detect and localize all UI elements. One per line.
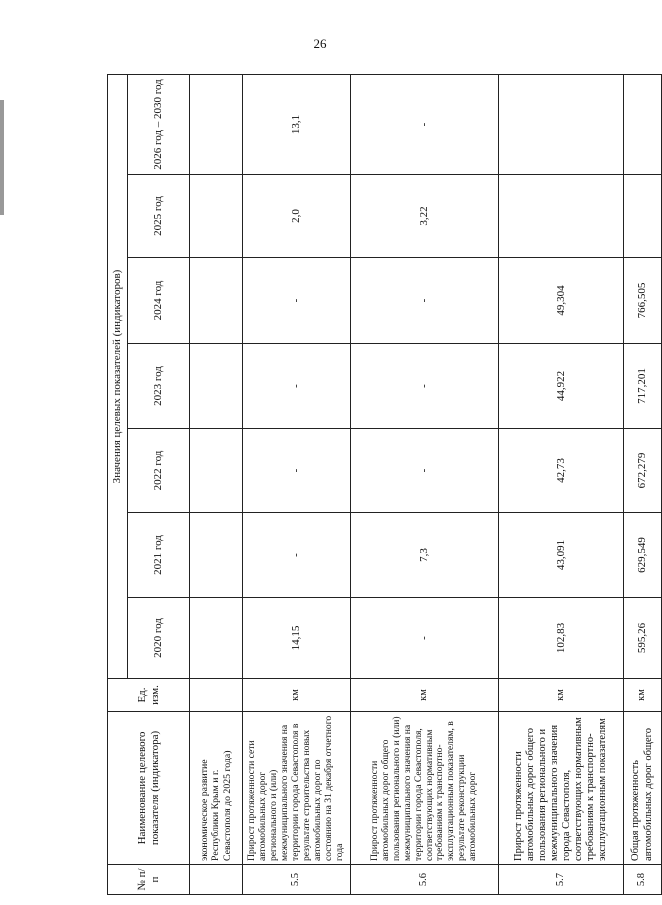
table-row (351, 74, 499, 894)
row-value (190, 344, 243, 429)
indicators-table (107, 74, 662, 895)
row-value (190, 513, 243, 598)
table-row (624, 74, 662, 894)
table-row (499, 74, 624, 894)
row-name: Прирост протяженности сети автомобильных дорог регионального и (или) межмуниципального значения на территории города Севастополя в результате строительства новых автомобильных дорог по состоянию на 31 декабря отчетного года (243, 712, 351, 865)
row-unit (190, 679, 243, 712)
header-name: Наименование целевого показателя (индикатора) (108, 712, 190, 865)
header-unit: Ед. изм. (108, 679, 190, 712)
table-row (190, 74, 243, 894)
row-value (190, 429, 243, 513)
row-value: 595,26 (624, 598, 662, 679)
row-value: - (243, 429, 351, 513)
row-value: - (351, 258, 499, 344)
row-value: 49,304 (499, 258, 624, 344)
header-year: 2025 год (128, 175, 190, 258)
row-value: 3,22 (351, 175, 499, 258)
row-value: 766,505 (624, 258, 662, 344)
row-value: - (243, 258, 351, 344)
row-name: экономическое развитие Республики Крым и г. Севастополя до 2025 года) (190, 712, 243, 865)
row-value (190, 258, 243, 344)
row-value (499, 175, 624, 258)
row-value: - (351, 74, 499, 174)
row-value (190, 598, 243, 679)
row-value: 672,279 (624, 429, 662, 513)
row-value: - (351, 344, 499, 429)
row-value: 13,1 (243, 74, 351, 174)
row-num: 5.5 (243, 865, 351, 895)
row-value: 42,73 (499, 429, 624, 513)
row-value: 43,091 (499, 513, 624, 598)
page-number: 26 (313, 36, 327, 51)
header-year: 2022 год (128, 429, 190, 513)
row-name: Прирост протяженности автомобильных дорог общего пользования регионального и (или) межмуниципального значения на территории города Севастополя, соответствующих нормативным требованиям к транспортно-эксплуатационным показателям, в результате реконструкции автомобильных дорог (351, 712, 499, 865)
row-num: 5.8 (624, 865, 662, 895)
header-year: 2024 год (128, 258, 190, 344)
header-year: 2021 год (128, 513, 190, 598)
row-unit: км (624, 679, 662, 712)
row-value: - (351, 598, 499, 679)
row-value: 44,922 (499, 344, 624, 429)
row-value: 14,15 (243, 598, 351, 679)
header-values-group: Значения целевых показателей (индикаторов) (108, 74, 128, 678)
row-value (499, 74, 624, 174)
row-value (624, 74, 662, 174)
row-num: 5.6 (351, 865, 499, 895)
header-year: 2023 год (128, 344, 190, 429)
row-num (190, 865, 243, 895)
row-value: 2,0 (243, 175, 351, 258)
header-num: № п/п (108, 865, 190, 895)
row-value: - (243, 513, 351, 598)
header-row-1 (108, 74, 128, 894)
row-value: 102,83 (499, 598, 624, 679)
scan-binding-strip (0, 100, 4, 215)
row-value (190, 175, 243, 258)
row-value: 7,3 (351, 513, 499, 598)
row-value: 629,549 (624, 513, 662, 598)
row-unit: км (351, 679, 499, 712)
row-value: - (351, 429, 499, 513)
row-value: 717,201 (624, 344, 662, 429)
row-unit: км (499, 679, 624, 712)
header-year: 2026 год – 2030 год (128, 74, 190, 174)
row-name: Общая протяженность автомобильных дорог общего (624, 712, 662, 865)
table-row (243, 74, 351, 894)
row-value: - (243, 344, 351, 429)
row-value (624, 175, 662, 258)
row-num: 5.7 (499, 865, 624, 895)
row-unit: км (243, 679, 351, 712)
header-year: 2020 год (128, 598, 190, 679)
row-name: Прирост протяженности автомобильных дорог общего пользования регионального и межмуниципального значения города Севастополя, соответствующих нормативным требованиям к транспортно-эксплуатационным показателям (499, 712, 624, 865)
rotated-table-container (107, 75, 654, 895)
row-value (190, 74, 243, 174)
